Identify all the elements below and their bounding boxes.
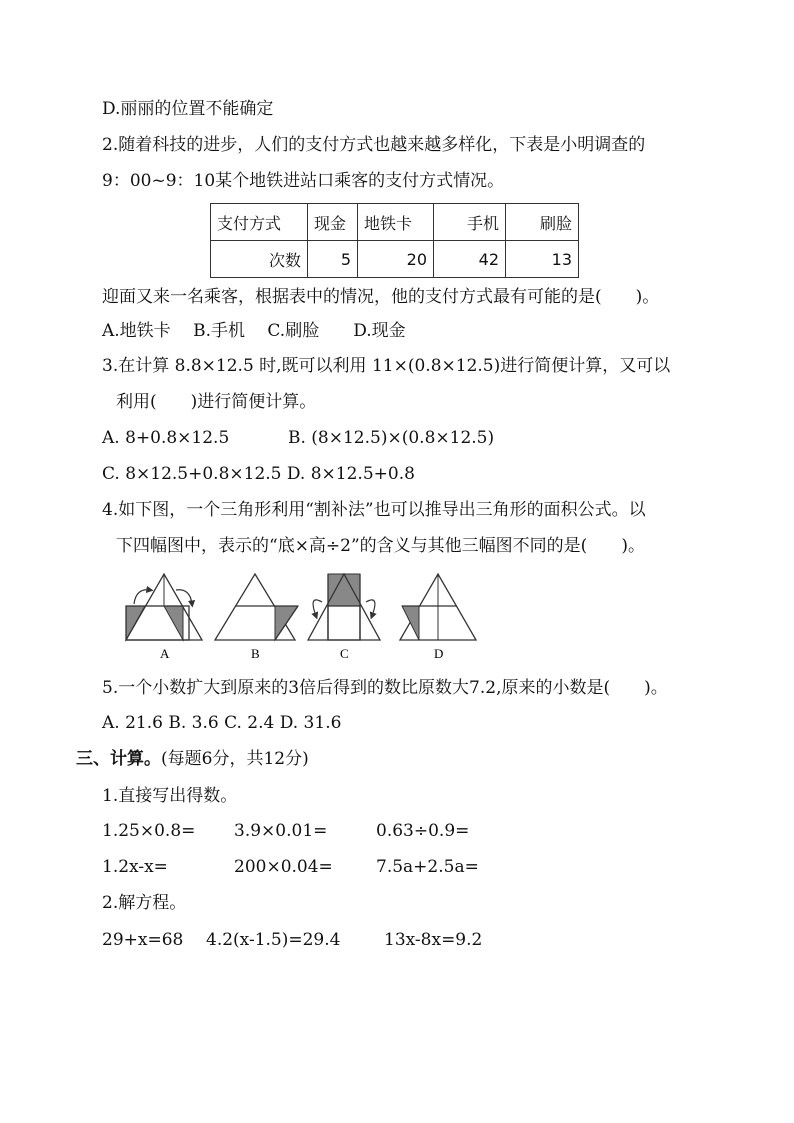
section-3-heading — [76, 748, 309, 770]
table-row — [211, 241, 579, 278]
figure-d — [400, 574, 476, 640]
question-4-text-cont: 下四幅图中，表示的“底×高÷2”的含义与其他三幅图不同的是( )。 — [116, 536, 645, 556]
question-3-text: 3.在计算 8.8×12.5 时,既可以利用 11×(0.8×12.5)进行简便计算，又可以 — [102, 356, 671, 376]
figure-label-b: B — [251, 646, 260, 661]
figure-a — [126, 574, 202, 640]
question-2-options: A.地铁卡 B.手机 C.刷脸 D.现金 — [102, 321, 406, 341]
question-3-option-b: B. (8×12.5)×(0.8×12.5) — [288, 428, 495, 448]
figure-label-c: C — [340, 646, 349, 661]
subsection-2-title: 2.解方程。 — [102, 893, 187, 913]
question-3-text-cont: 利用( )进行简便计算。 — [116, 392, 317, 412]
subsection-1-title: 1.直接写出得数。 — [102, 786, 238, 806]
calc-item: 7.5a+2.5a= — [376, 857, 479, 877]
calc-item: 1.2x-x= — [102, 857, 168, 877]
calc-item: 1.25×0.8= — [102, 821, 196, 841]
equation-item: 29+x=68 — [102, 930, 184, 950]
question-3-option-a: A. 8+0.8×12.5 — [102, 428, 230, 448]
table-header-cell: 支付方式 — [211, 204, 308, 241]
table-cell: 42 — [434, 241, 506, 278]
option-d-text: D.丽丽的位置不能确定 — [102, 99, 274, 119]
table-header-cell: 现金 — [308, 204, 358, 241]
question-5-options: A. 21.6 B. 3.6 C. 2.4 D. 31.6 — [102, 713, 342, 733]
question-2-text-cont: 9：00~9：10某个地铁进站口乘客的支付方式情况。 — [102, 171, 505, 191]
equation-item: 13x-8x=9.2 — [384, 930, 483, 950]
table-header-cell: 地铁卡 — [358, 204, 434, 241]
section-3-points: (每题6分，共12分) — [161, 749, 309, 769]
table-cell: 13 — [506, 241, 579, 278]
question-2-prompt: 迎面又来一名乘客，根据表中的情况，他的支付方式最有可能的是( )。 — [102, 287, 660, 307]
payment-table — [210, 203, 579, 278]
table-row — [211, 204, 579, 241]
question-4-text: 4.如下图，一个三角形利用“割补法”也可以推导出三角形的面积公式。以 — [102, 500, 646, 520]
calc-item: 0.63÷0.9= — [376, 821, 470, 841]
figure-c — [308, 574, 380, 640]
question-5-text: 5.一个小数扩大到原来的3倍后得到的数比原数大7.2,原来的小数是( )。 — [102, 678, 668, 698]
figure-b — [215, 574, 298, 640]
table-cell: 20 — [358, 241, 434, 278]
figure-label-d: D — [434, 646, 444, 661]
table-header-cell: 刷脸 — [506, 204, 579, 241]
section-3-title: 三、计算。 — [76, 749, 161, 769]
question-2-text: 2.随着科技的进步，人们的支付方式也越来越多样化，下表是小明调查的 — [102, 135, 646, 155]
calc-item: 3.9×0.01= — [234, 821, 328, 841]
table-cell: 5 — [308, 241, 358, 278]
table-row-label: 次数 — [211, 241, 308, 278]
equation-item: 4.2(x-1.5)=29.4 — [206, 930, 341, 950]
table-header-cell: 手机 — [434, 204, 506, 241]
figure-label-a: A — [160, 646, 170, 661]
triangle-figures — [120, 572, 490, 662]
question-3-options-cd: C. 8×12.5+0.8×12.5 D. 8×12.5+0.8 — [102, 464, 415, 484]
calc-item: 200×0.04= — [234, 857, 333, 877]
